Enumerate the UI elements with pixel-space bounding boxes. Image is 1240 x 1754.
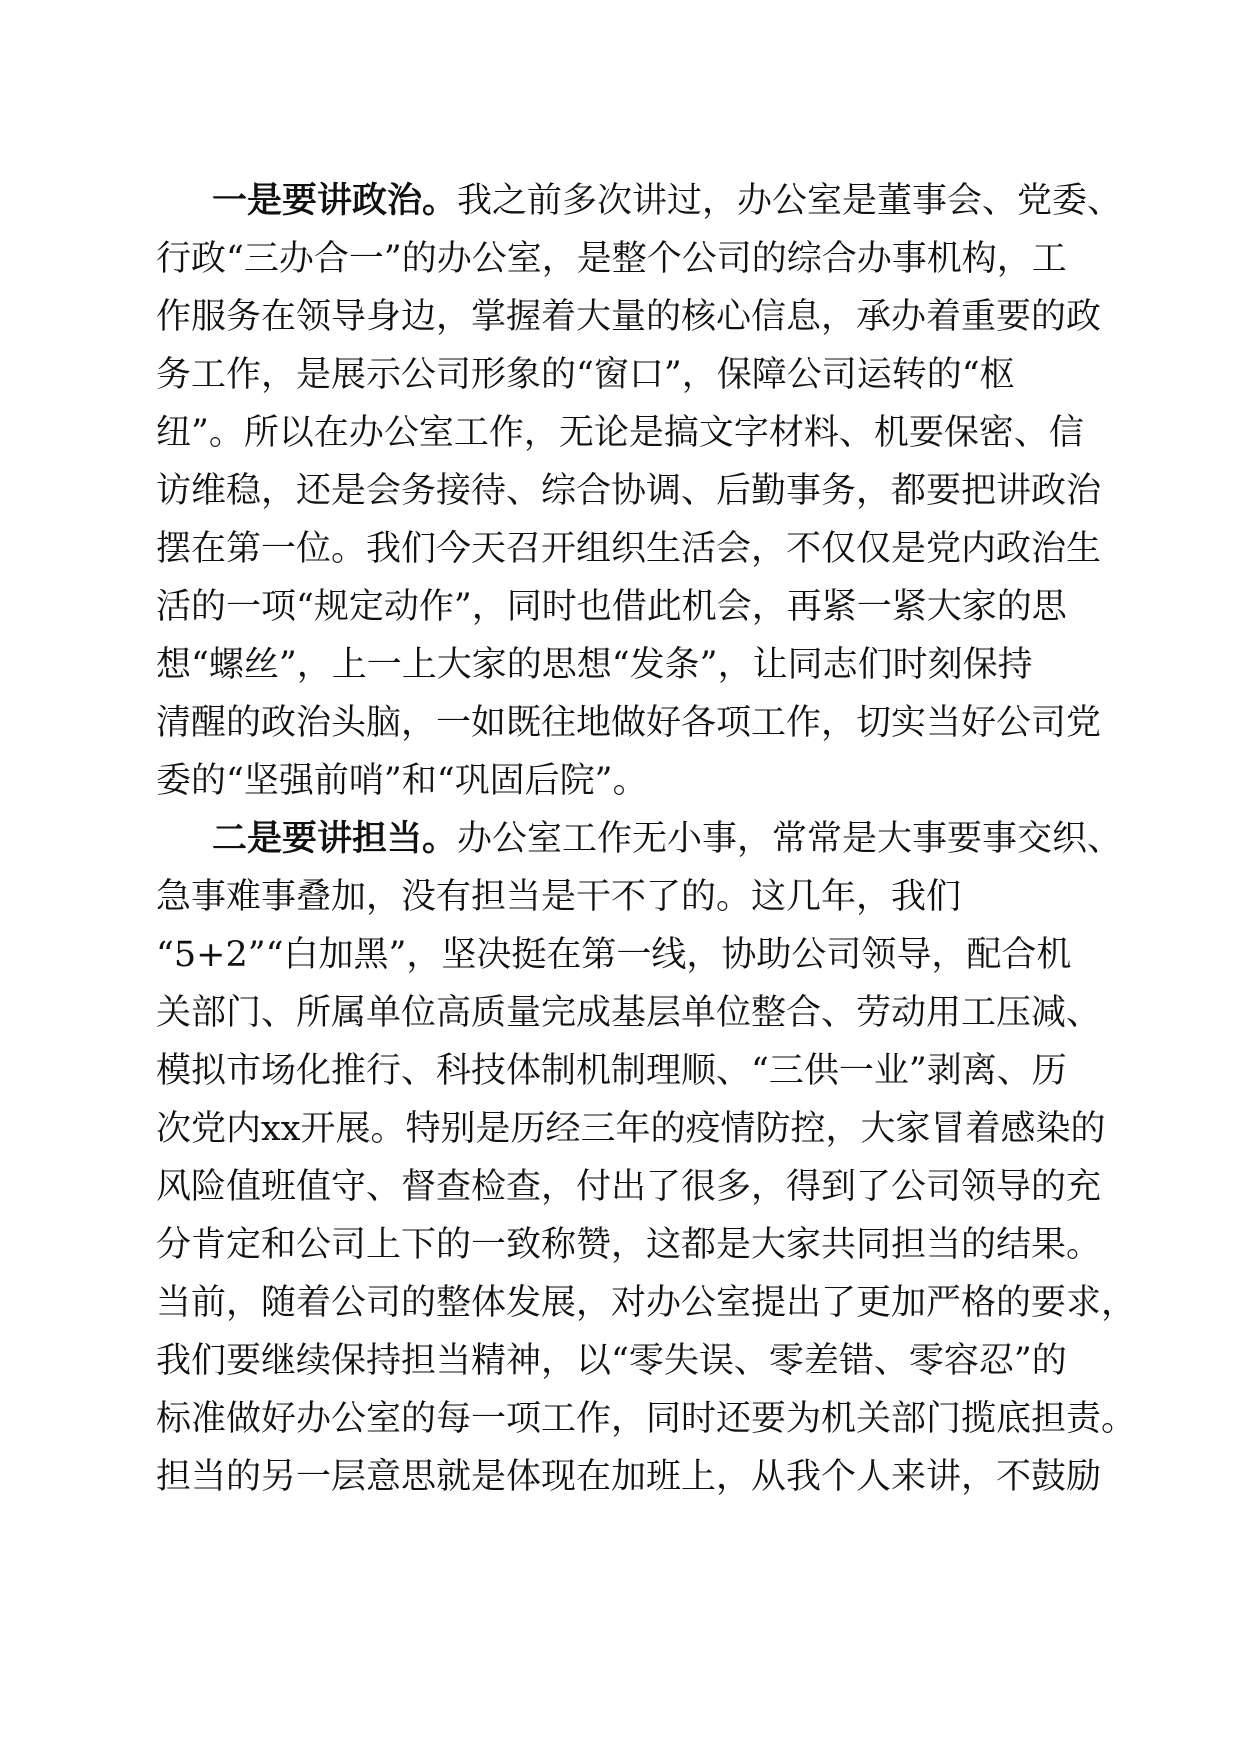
paragraph-heading: 二是要讲担当。	[212, 818, 458, 859]
text-line: “5+2”“白加黑”，坚决挺在第一线，协助公司领导，配合机	[156, 935, 1072, 975]
text-line: 摆在第一位。我们今天召开组织生活会，不仅仅是党内政治生	[156, 529, 1102, 569]
text-line: 务工作，是展示公司形象的“窗口”，保障公司运转的“枢	[156, 355, 1015, 395]
text-line: 模拟市场化推行、科技体制机制理顺、“三供一业”剥离、历	[156, 1051, 1067, 1091]
text-line: 作服务在领导身边，掌握着大量的核心信息，承办着重要的政	[156, 297, 1102, 337]
text-line: 纽”。所以在办公室工作，无论是搞文字材料、机要保密、信	[156, 413, 1084, 453]
text-line: 标准做好办公室的每一项工作，同时还要为机关部门揽底担责。	[156, 1399, 1137, 1439]
text-line: 想“螺丝”，上一上大家的思想“发条”，让同志们时刻保持	[156, 645, 1033, 685]
text-line: 风险值班值守、督查检查，付出了很多，得到了公司领导的充	[156, 1167, 1102, 1207]
text-line: 清醒的政治头脑，一如既往地做好各项工作，切实当好公司党	[156, 703, 1102, 743]
text-line: 办公室工作无小事，常常是大事要事交织、	[457, 819, 1123, 859]
text-line: 当前，随着公司的整体发展，对办公室提出了更加严格的要求，	[156, 1283, 1137, 1323]
text-line: 分肯定和公司上下的一致称赞，这都是大家共同担当的结果。	[156, 1225, 1102, 1265]
text-line: 行政“三办合一”的办公室，是整个公司的综合办事机构，工	[156, 239, 1067, 279]
text-line: 活的一项“规定动作”，同时也借此机会，再紧一紧大家的思	[156, 587, 1067, 627]
text-line: 急事难事叠加，没有担当是干不了的。这几年，我们	[156, 877, 962, 917]
body-text	[156, 172, 1137, 1506]
paragraph-heading: 一是要讲政治。	[212, 180, 458, 221]
text-line: 次党内xx开展。特别是历经三年的疫情防控，大家冒着感染的	[156, 1109, 1106, 1149]
text-line: 委的“坚强前哨”和“巩固后院”。	[156, 761, 648, 801]
text-line: 关部门、所属单位高质量完成基层单位整合、劳动用工压减、	[156, 993, 1102, 1033]
text-line: 担当的另一层意思就是体现在加班上，从我个人来讲，不鼓励	[156, 1457, 1102, 1497]
paragraph-first-line	[156, 172, 1123, 230]
paragraph-politics	[156, 172, 1123, 810]
paragraph-first-line	[156, 810, 1123, 868]
text-line: 我之前多次讲过，办公室是董事会、党委、	[457, 181, 1123, 221]
text-line: 我们要继续保持担当精神，以“零失误、零差错、零容忍”的	[156, 1341, 1067, 1381]
text-line: 访维稳，还是会务接待、综合协调、后勤事务，都要把讲政治	[156, 471, 1102, 511]
paragraph-responsibility	[156, 810, 1137, 1506]
